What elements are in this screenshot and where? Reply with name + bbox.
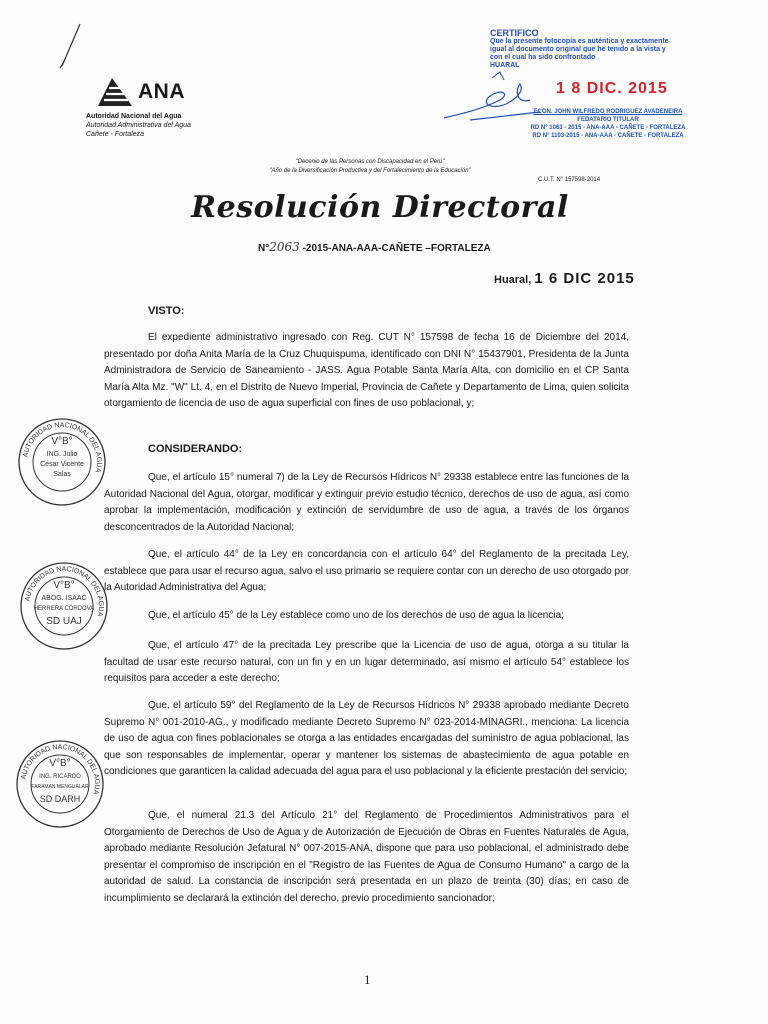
stamp-center-text: V°B°: [51, 436, 73, 447]
stamp-center-text: SD UAJ: [46, 616, 82, 627]
stamp-center-text: ING. Julio: [46, 451, 78, 458]
stamp-center-text: V°B°: [49, 758, 71, 769]
decenio-line: "Año de la Diversificación Productiva y del Fortalecimiento de la Educación": [269, 168, 471, 174]
cert-text-line: igual al documento original que he tenido a la vista y: [490, 46, 666, 53]
officer-line: ECON. JOHN WILFREDO RODRIGUEZ AVADENEIRA: [533, 109, 683, 115]
ana-logo-icon: [96, 76, 134, 108]
stamp-center-text: FARAMAN MENGUALAR: [31, 784, 89, 790]
visto-heading: VISTO:: [148, 305, 185, 317]
page-number: 1: [364, 972, 371, 987]
number-handwritten: 2063: [269, 240, 300, 254]
stamp-center-text: ING. RICARDO: [39, 774, 81, 780]
cert-title: CERTIFICO: [490, 28, 539, 38]
paragraph-text: Que, el numeral 21.3 del Artículo 21° del Reglamento de Procedimientos Administrativos para el Otorgamiento de Derechos de Uso de Agua y de Autorización de Ejecución de Obras en Fuentes Naturales de Agua, aprobado mediante Resolución Jefatural N° 007-2015-ANA, dispone que para uso poblacional, el administrado debe presentar el compromiso de inscripción en el "Registro de las Fuentes de Agua de Consumo Humano" a cargo de la autoridad de salud. La constancia de inscripción será presentada en un plazo de treinta (30) días; en caso de incumplimiento se declarará la extinción del derecho, previo procedimiento sancionador;: [104, 810, 629, 904]
vobo-stamp-3: [14, 738, 106, 830]
cut-number: C.U.T. N° 157598-2014: [538, 177, 601, 183]
stamp-center-text: César Vicente: [40, 461, 84, 468]
paragraph-text: Que, el artículo 47° de la precitada Ley prescribe que la Licencia de uso de agua, otorga a su titular la facultad de usar este recurso natural, con un fin y en un lugar determinado, así mismo el artículo 54° establece los requisitos para acceder a este derecho;: [104, 640, 629, 684]
stamp-center-text: Salas: [53, 471, 71, 478]
paragraph: [104, 470, 629, 536]
number-suffix: -2015-ANA-AAA-CAÑETE –FORTALEZA: [302, 243, 491, 254]
stamp-center-text: HERRERA CÓRDOVA: [33, 606, 95, 612]
place: Huaral,: [494, 274, 532, 286]
number-prefix: N°: [258, 243, 270, 254]
handwritten-signature: [440, 70, 550, 130]
certification-stamp: [490, 28, 705, 139]
paragraph-text: Que, el artículo 15° numeral 7) de la Ley de Recursos Hídricos N° 29338 establece entre las funciones de la Autoridad Nacional del Agua, otorgar, modificar y extinguir previo estudio técnico, derechos de uso de agua, así como aprobar la implementación, modificación y extinción de servidumbre de uso de agua, a través de los órganos desconcentrados de la Autoridad Nacional;: [104, 472, 629, 533]
cert-place: HUARAL: [490, 62, 520, 69]
paragraph-text: Que, el artículo 45° de la Ley establece como uno de los derechos de uso de agua la licencia;: [148, 610, 564, 621]
document-title: Resolución Directoral: [191, 190, 569, 225]
logo-line: Autoridad Administrativa del Agua: [86, 122, 191, 129]
decenio-lines: [220, 158, 520, 176]
decenio-line: "Decenio de las Personas con Discapacidad en el Perú": [295, 159, 445, 165]
stamp-center-text: ABOG. ISAAC: [41, 595, 87, 602]
paragraph: [104, 808, 629, 907]
officer-line: RD N° 1103-2015 - ANA-AAA - CAÑETE - FORTALEZA: [532, 133, 684, 139]
pen-mark: [56, 22, 86, 70]
logo-line: Cañete - Fortaleza: [86, 131, 144, 138]
paragraph-text: El expediente administrativo ingresado con Reg. CUT N° 157598 de fecha 16 de Diciembre del 2014, presentado por doña Anita María de la Cruz Chuquispuma, identificado con DNI N° 15437901, Presidenta de la Junta Administradora de Servicio de Saneamiento - JASS. Agua Potable Santa María Alta, con domicilio en el CP Santa María Alta Mz. "W" Lt. 4, en el Distrito de Nuevo Imperial, Provincia de Cañete y Departamento de Lima, quien solicita otorgamiento de licencia de uso de agua superficial con fines de uso poblacional, y;: [104, 332, 629, 409]
stamp-center-text: V°B°: [53, 580, 75, 591]
paragraph: [104, 638, 629, 688]
place-date: [494, 270, 635, 287]
cert-date: 1 8 DIC. 2015: [556, 80, 668, 97]
paragraph: [104, 547, 629, 597]
paragraph-text: Que, el artículo 59° del Reglamento de la Ley de Recursos Hídricos N° 29338 aprobado mediante Decreto Supremo N° 001-2010-AG., y modificado mediante Decreto Supremo N° 023-2014-MINAGRI., menciona: La licencia de uso de agua con fines poblacionales se otorga a las entidades encargadas del suministro de agua poblacional, las que son responsables de implementar, operar y mantener los sistemas de abastecimiento de agua potable en condiciones que garanticen la calidad adecuada del agua para el uso poblacional y la eficiente prestación del servicio;: [104, 700, 629, 777]
logo-line: Autoridad Nacional del Agua: [86, 113, 182, 120]
vobo-stamp-2: [18, 560, 110, 652]
paragraph-text: Que, el artículo 44° de la Ley en concordancia con el artículo 64° del Reglamento de la precitada Ley, establece que para usar el recurso agua, salvo el uso primario se requiere contar con un derecho de uso otorgado por la Autoridad Administrativa del Agua;: [104, 549, 629, 593]
logo-text: ANA: [138, 80, 185, 103]
stamp-ring-text: AUTORIDAD NACIONAL DEL AGUA: [20, 743, 101, 796]
ana-logo: [86, 76, 236, 139]
officer-line: FEDATARIO TITULAR: [577, 117, 639, 123]
stamp-ring-text: AUTORIDAD NACIONAL DEL AGUA: [24, 565, 105, 618]
vobo-stamp-1: [16, 416, 108, 508]
paragraph: [104, 698, 629, 781]
logo-caption: [86, 112, 236, 139]
cert-text-line: Que la presente fotocopia es auténtica y exactamente: [490, 38, 669, 45]
resolution-number: [258, 240, 491, 254]
paragraph: [104, 608, 629, 625]
considerando-heading: CONSIDERANDO:: [148, 443, 243, 455]
stamp-center-text: SD DARH: [39, 794, 81, 804]
paragraph: [104, 330, 629, 413]
stamp-ring-text: AUTORIDAD NACIONAL DEL AGUA: [22, 421, 103, 474]
officer-line: RD N° 1063 - 2015 - ANA-AAA - CAÑETE - FORTALEZA: [530, 125, 686, 131]
date-stamp: 1 6 DIC 2015: [534, 270, 635, 287]
cert-text-line: con el cual ha sido confrontado: [490, 54, 596, 61]
